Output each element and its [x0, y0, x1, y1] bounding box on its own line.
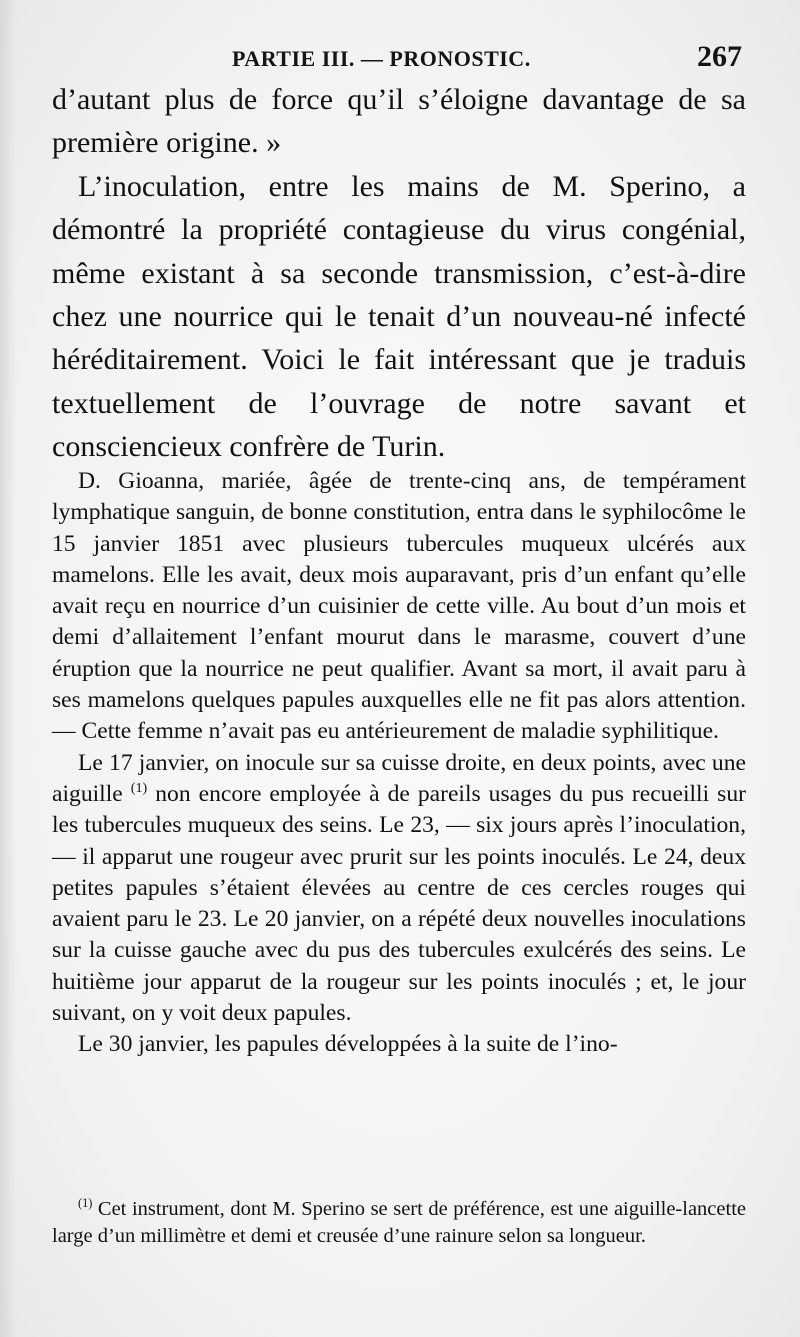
footnote	[52, 1196, 746, 1249]
running-head: PARTIE III. — PRONOSTIC.	[232, 46, 531, 71]
page-header	[0, 40, 800, 80]
case-paragraph-continued: Le 30 janvier, les papules développées à la suite de l’ino-	[78, 1031, 618, 1058]
case-text-after-note: non encore employée à de pareils usages du pus recueilli sur les tubercules muqueux des seins. Le 23, — six jours après l’inoculation, — il apparut une rougeur avec prurit sur les points inoculés. Le 24, deux petites papules s’étaient élevées au centre de ces cercles rouges qui avaient paru le 23. Le 20 janvier, on a répété deux nouvelles inoculations sur la cuisse gauche avec du pus des tubercules exulcérés des seins. Le huitième jour apparut de la rougeur sur les points inoculés ; et, le jour suivant, on y voit deux papules.	[52, 780, 746, 1027]
paragraph-continuation: d’autant plus de force qu’il s’éloigne davantage de sa première origine. »	[52, 83, 746, 160]
footnote-text: Cet instrument, dont M. Sperino se sert de préférence, est une aiguille-lancette large d’un millimètre et demi et creusée d’une rainure selon sa longueur.	[52, 1198, 746, 1247]
intro-text	[52, 78, 746, 469]
page-number: 267	[697, 40, 742, 73]
case-paragraph-patient: D. Gioanna, mariée, âgée de trente-cinq ans, de tempérament lymphatique sanguin, de bonne constitution, entra dans le syphilocôme le 15 janvier 1851 avec plusieurs tubercules muqueux ulcérés aux mamelons. Elle les avait, deux mois auparavant, pris d’un enfant qu’elle avait reçu en nourrice d’un cuisinier de cette ville. Au bout d’un mois et demi d’allaitement l’enfant mourut dans le marasme, couvert d’une éruption que la nourrice ne peut qualifier. Avant sa mort, il avait paru à ses mamelons quelques papules auxquelles elle ne fit pas alors attention. — Cette femme n’avait pas eu antérieurement de maladie syphilitique.	[52, 468, 746, 745]
paragraph-inoculation: L’inoculation, entre les mains de M. Sperino, a démontré la propriété contagieuse du virus congénial, même existant à sa seconde transmission, c’est-à-dire chez une nourrice qui le tenait d’un nouveau-né infecté héréditairement. Voici le fait intéressant que je traduis textuellement de l’ouvrage de notre savant et consciencieux confrère de Turin.	[52, 169, 746, 464]
footnote-marker: (1)	[78, 1196, 93, 1211]
case-text-before-note: Le 17 janvier, on inocule sur sa cuisse droite, en deux points, avec une aiguille	[52, 749, 746, 807]
footnote-paragraph	[52, 1196, 746, 1249]
footnote-reference[interactable]: (1)	[130, 780, 148, 797]
case-report	[52, 466, 746, 1061]
case-paragraph-inoculation	[52, 748, 746, 1030]
